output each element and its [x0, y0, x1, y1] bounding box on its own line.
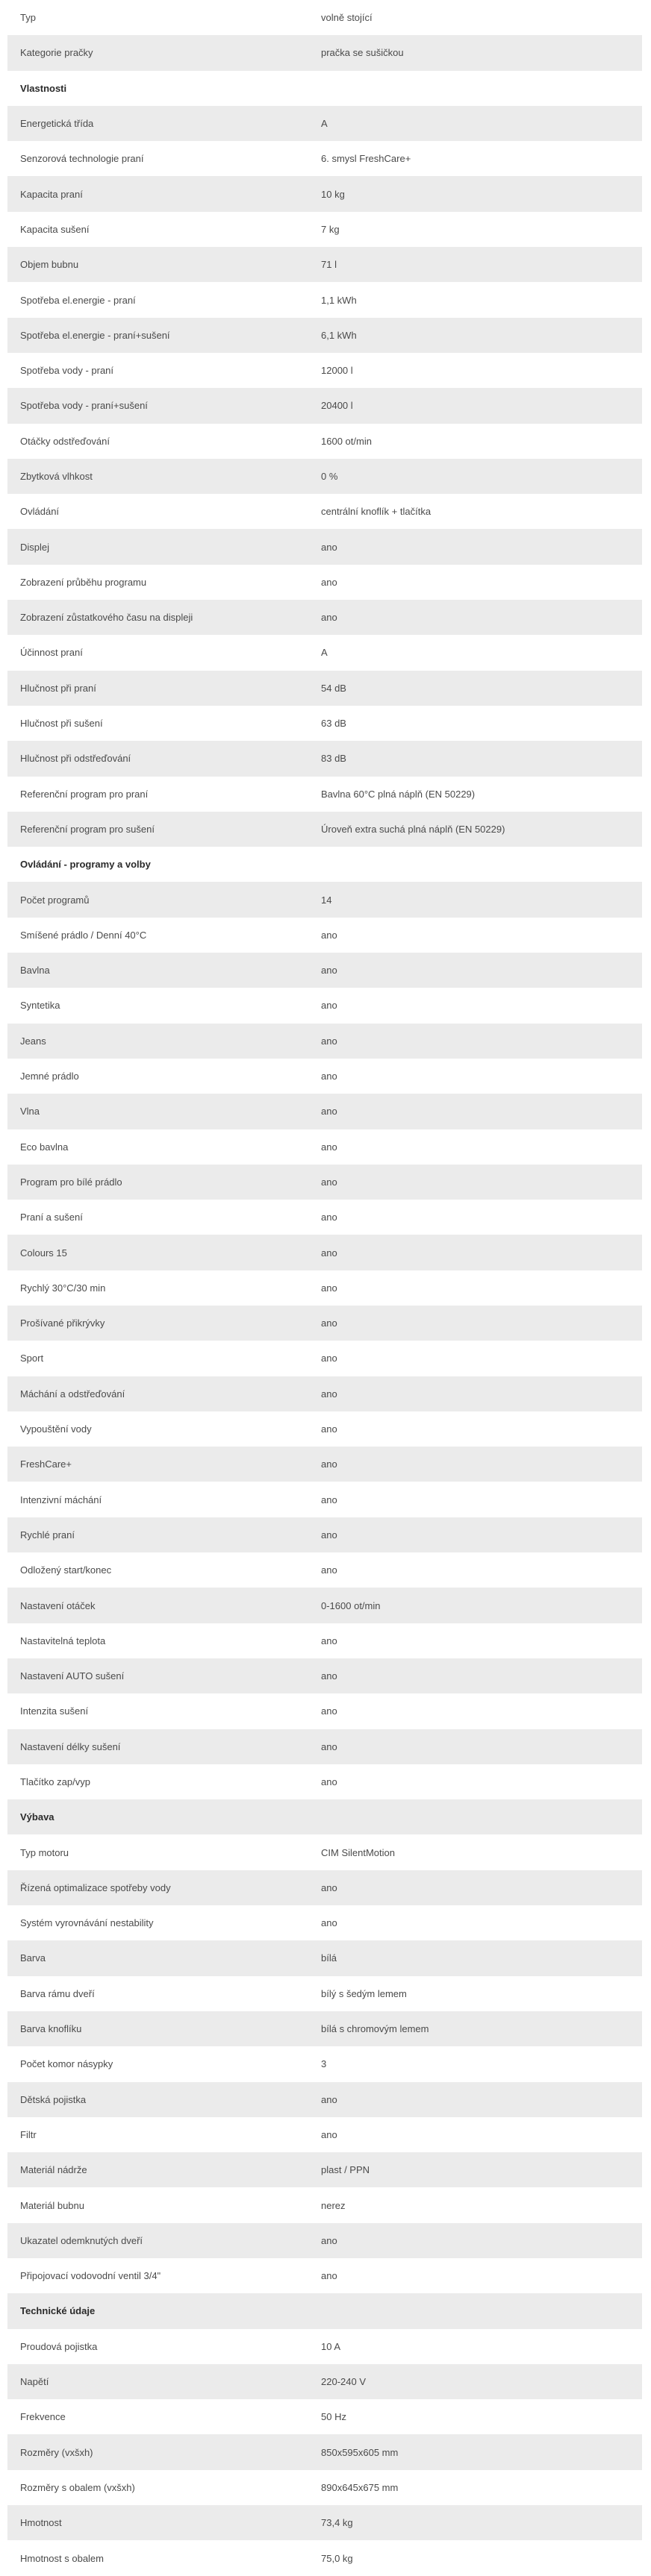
spec-label: Filtr [20, 2128, 37, 2140]
spec-label: Frekvence [20, 2411, 66, 2423]
spec-value: ano [321, 1176, 337, 1188]
spec-value: ano [321, 1282, 337, 1294]
spec-row [7, 1270, 642, 1306]
spec-row [7, 1940, 642, 1975]
spec-row [7, 2505, 642, 2540]
spec-value: 0 % [321, 471, 338, 482]
spec-label: Referenční program pro praní [20, 788, 149, 800]
spec-row [7, 1834, 642, 1870]
spec-row [7, 2117, 642, 2152]
spec-label: Bavlna [20, 965, 50, 977]
spec-value: nerez [321, 2199, 346, 2211]
spec-row [7, 2364, 642, 2399]
spec-label: Barva [20, 1952, 46, 1964]
spec-label: Smíšené prádlo / Denní 40°C [20, 929, 147, 941]
spec-label: Objem bubnu [20, 259, 79, 271]
spec-label: Hlučnost při sušení [20, 718, 103, 730]
spec-row [7, 1235, 642, 1270]
spec-row [7, 1341, 642, 1376]
spec-label: Nastavení AUTO sušení [20, 1670, 125, 1682]
spec-value: Bavlna 60°C plná náplň (EN 50229) [321, 788, 476, 800]
spec-label: Spotřeba el.energie - praní [20, 294, 136, 306]
spec-row [7, 106, 642, 141]
spec-value: ano [321, 1317, 337, 1329]
spec-value: ano [321, 1776, 337, 1787]
spec-label: Referenční program pro sušení [20, 823, 155, 835]
spec-row [7, 2046, 642, 2081]
spec-table [7, 0, 642, 2576]
spec-value: 6. smysl FreshCare+ [321, 153, 411, 165]
spec-value: ano [321, 1247, 337, 1259]
spec-row [7, 1658, 642, 1693]
spec-value: ano [321, 1212, 337, 1223]
spec-value: 50 Hz [321, 2411, 346, 2423]
spec-value: 20400 l [321, 400, 353, 412]
spec-value: 63 dB [321, 718, 346, 730]
spec-row [7, 35, 642, 70]
spec-label: Řízená optimalizace spotřeby vody [20, 1881, 171, 1893]
spec-value: bílý s šedým lemem [321, 1987, 407, 1999]
spec-value: ano [321, 541, 337, 553]
spec-value: 3 [321, 2058, 327, 2070]
spec-row [7, 988, 642, 1023]
spec-row [7, 1729, 642, 1764]
spec-label: Připojovací vodovodní ventil 3/4" [20, 2270, 161, 2282]
spec-label: Kapacita praní [20, 188, 83, 200]
spec-value: 14 [321, 894, 332, 906]
section-heading: Technické údaje [20, 2305, 96, 2317]
spec-value: volně stojící [321, 12, 373, 24]
spec-row [7, 1024, 642, 1059]
spec-value: 220-240 V [321, 2376, 366, 2388]
spec-value: ano [321, 1388, 337, 1400]
spec-label: Rozměry (vxšxh) [20, 2446, 93, 2458]
spec-row [7, 812, 642, 847]
spec-value: bílá [321, 1952, 337, 1964]
spec-value: 1,1 kWh [321, 294, 357, 306]
spec-label: Colours 15 [20, 1247, 67, 1259]
spec-value: ano [321, 1494, 337, 1505]
spec-row [7, 882, 642, 917]
spec-label: Spotřeba vody - praní [20, 365, 114, 377]
spec-row [7, 2434, 642, 2469]
spec-row [7, 2011, 642, 2046]
section-heading-row [7, 71, 642, 106]
spec-row [7, 247, 642, 282]
spec-value: ano [321, 2093, 337, 2105]
spec-label: FreshCare+ [20, 1458, 72, 1470]
spec-row [7, 600, 642, 635]
section-heading: Vlastnosti [20, 82, 67, 94]
spec-value: ano [321, 1458, 337, 1470]
spec-label: Odložený start/konec [20, 1564, 112, 1576]
spec-row [7, 1411, 642, 1447]
spec-row [7, 1306, 642, 1341]
spec-label: Zobrazení průběhu programu [20, 576, 147, 588]
spec-row [7, 1376, 642, 1411]
spec-value: A [321, 647, 328, 659]
spec-row [7, 671, 642, 706]
spec-row [7, 1905, 642, 1940]
spec-value: ano [321, 929, 337, 941]
spec-row [7, 176, 642, 211]
spec-row [7, 2399, 642, 2434]
spec-value: 12000 l [321, 365, 353, 377]
section-heading-row [7, 847, 642, 882]
spec-label: Ovládání [20, 506, 60, 518]
spec-label: Intenzita sušení [20, 1705, 89, 1717]
spec-value: pračka se sušičkou [321, 47, 404, 59]
spec-row [7, 1764, 642, 1799]
spec-value: ano [321, 576, 337, 588]
spec-row [7, 741, 642, 776]
spec-label: Displej [20, 541, 50, 553]
spec-value: 83 dB [321, 753, 346, 765]
spec-label: Zbytková vlhkost [20, 471, 93, 482]
spec-value: A [321, 118, 328, 130]
spec-label: Jeans [20, 1035, 46, 1047]
spec-label: Hmotnost [20, 2517, 62, 2529]
spec-row [7, 1588, 642, 1623]
spec-value: ano [321, 1917, 337, 1929]
spec-value: 54 dB [321, 682, 346, 694]
spec-row [7, 2152, 642, 2187]
spec-label: Rychlý 30°C/30 min [20, 1282, 106, 1294]
spec-value: Úroveň extra suchá plná náplň (EN 50229) [321, 823, 505, 835]
spec-row [7, 1870, 642, 1905]
spec-value: ano [321, 1353, 337, 1364]
spec-row [7, 1059, 642, 1094]
spec-label: Kategorie pračky [20, 47, 93, 59]
spec-label: Nastavení délky sušení [20, 1740, 121, 1752]
spec-value: ano [321, 1635, 337, 1646]
spec-row [7, 318, 642, 353]
spec-value: 73,4 kg [321, 2517, 353, 2529]
spec-value: 1600 ot/min [321, 435, 372, 447]
section-heading-row [7, 2293, 642, 2328]
spec-label: Kapacita sušení [20, 223, 90, 235]
spec-value: 75,0 kg [321, 2552, 353, 2564]
spec-row [7, 388, 642, 423]
spec-value: centrální knoflík + tlačítka [321, 506, 432, 518]
spec-row [7, 1517, 642, 1552]
spec-label: Otáčky odstřeďování [20, 435, 110, 447]
spec-row [7, 2223, 642, 2258]
spec-label: Účinnost praní [20, 647, 83, 659]
spec-label: Hlučnost při praní [20, 682, 96, 694]
spec-value: 71 l [321, 259, 337, 271]
spec-label: Intenzivní máchání [20, 1494, 102, 1505]
spec-label: Zobrazení zůstatkového času na displeji [20, 612, 193, 624]
spec-row [7, 1129, 642, 1165]
spec-value: ano [321, 1564, 337, 1576]
spec-value: 0-1600 ot/min [321, 1599, 381, 1611]
spec-label: Barva knoflíku [20, 2023, 82, 2035]
spec-row [7, 141, 642, 176]
spec-row [7, 282, 642, 317]
spec-row [7, 2258, 642, 2293]
spec-row [7, 494, 642, 529]
spec-label: Nastavení otáček [20, 1599, 96, 1611]
spec-value: ano [321, 1141, 337, 1153]
spec-label: Počet programů [20, 894, 90, 906]
spec-label: Počet komor násypky [20, 2058, 113, 2070]
spec-label: Máchání a odstřeďování [20, 1388, 125, 1400]
spec-row [7, 424, 642, 459]
spec-value: ano [321, 2234, 337, 2246]
spec-label: Nastavitelná teplota [20, 1635, 106, 1646]
spec-value: ano [321, 1670, 337, 1682]
spec-label: Syntetika [20, 1000, 60, 1012]
spec-row [7, 777, 642, 812]
spec-value: 10 A [321, 2340, 341, 2352]
spec-label: Napětí [20, 2376, 49, 2388]
spec-label: Energetická třída [20, 118, 94, 130]
spec-value: 850x595x605 mm [321, 2446, 399, 2458]
spec-value: ano [321, 1705, 337, 1717]
spec-row [7, 1447, 642, 1482]
spec-label: Materiál nádrže [20, 2164, 87, 2176]
spec-label: Typ motoru [20, 1846, 69, 1858]
spec-row [7, 212, 642, 247]
spec-row [7, 2540, 642, 2575]
spec-label: Senzorová technologie praní [20, 153, 144, 165]
spec-label: Ukazatel odemknutých dveří [20, 2234, 143, 2246]
spec-row [7, 635, 642, 670]
spec-label: Jemné prádlo [20, 1071, 79, 1082]
spec-value: 6,1 kWh [321, 329, 357, 341]
spec-label: Program pro bílé prádlo [20, 1176, 122, 1188]
spec-row [7, 1552, 642, 1588]
spec-label: Vypouštění vody [20, 1423, 92, 1435]
spec-row [7, 0, 642, 35]
spec-value: ano [321, 1035, 337, 1047]
spec-row [7, 2470, 642, 2505]
spec-label: Prošívané přikrývky [20, 1317, 105, 1329]
spec-value: ano [321, 2270, 337, 2282]
spec-label: Vlna [20, 1106, 40, 1118]
section-heading: Ovládání - programy a volby [20, 859, 151, 871]
spec-value: bílá s chromovým lemem [321, 2023, 429, 2035]
spec-value: ano [321, 2128, 337, 2140]
spec-row [7, 2082, 642, 2117]
spec-label: Tlačítko zap/vyp [20, 1776, 90, 1787]
section-heading: Výbava [20, 1811, 54, 1823]
spec-label: Hmotnost s obalem [20, 2552, 104, 2564]
spec-label: Dětská pojistka [20, 2093, 87, 2105]
spec-value: ano [321, 965, 337, 977]
spec-row [7, 706, 642, 741]
spec-row [7, 2187, 642, 2222]
spec-label: Praní a sušení [20, 1212, 83, 1223]
spec-label: Rozměry s obalem (vxšxh) [20, 2481, 135, 2493]
spec-label: Proudová pojistka [20, 2340, 98, 2352]
spec-value: 10 kg [321, 188, 345, 200]
spec-row [7, 529, 642, 564]
spec-value: ano [321, 1000, 337, 1012]
spec-value: ano [321, 1740, 337, 1752]
spec-value: ano [321, 612, 337, 624]
spec-label: Rychlé praní [20, 1529, 75, 1541]
section-heading-row [7, 1799, 642, 1834]
spec-row [7, 353, 642, 388]
spec-row [7, 1094, 642, 1129]
spec-label: Barva rámu dveří [20, 1987, 95, 1999]
spec-value: 890x645x675 mm [321, 2481, 399, 2493]
spec-row [7, 2329, 642, 2364]
spec-row [7, 1165, 642, 1200]
spec-label: Eco bavlna [20, 1141, 69, 1153]
spec-row [7, 1200, 642, 1235]
spec-value: ano [321, 1423, 337, 1435]
spec-row [7, 565, 642, 600]
spec-label: Sport [20, 1353, 44, 1364]
spec-row [7, 1976, 642, 2011]
spec-row [7, 918, 642, 953]
spec-value: ano [321, 1881, 337, 1893]
spec-row [7, 953, 642, 988]
spec-label: Systém vyrovnávání nestability [20, 1917, 154, 1929]
spec-row [7, 1482, 642, 1517]
spec-value: ano [321, 1529, 337, 1541]
spec-row [7, 1623, 642, 1658]
spec-value: ano [321, 1106, 337, 1118]
spec-label: Spotřeba vody - praní+sušení [20, 400, 148, 412]
spec-label: Typ [20, 12, 36, 24]
spec-label: Materiál bubnu [20, 2199, 84, 2211]
spec-label: Spotřeba el.energie - praní+sušení [20, 329, 170, 341]
spec-value: ano [321, 1071, 337, 1082]
spec-row [7, 1693, 642, 1729]
spec-row [7, 459, 642, 494]
spec-value: plast / PPN [321, 2164, 370, 2176]
spec-value: CIM SilentMotion [321, 1846, 395, 1858]
spec-label: Hlučnost při odstřeďování [20, 753, 131, 765]
spec-value: 7 kg [321, 223, 340, 235]
